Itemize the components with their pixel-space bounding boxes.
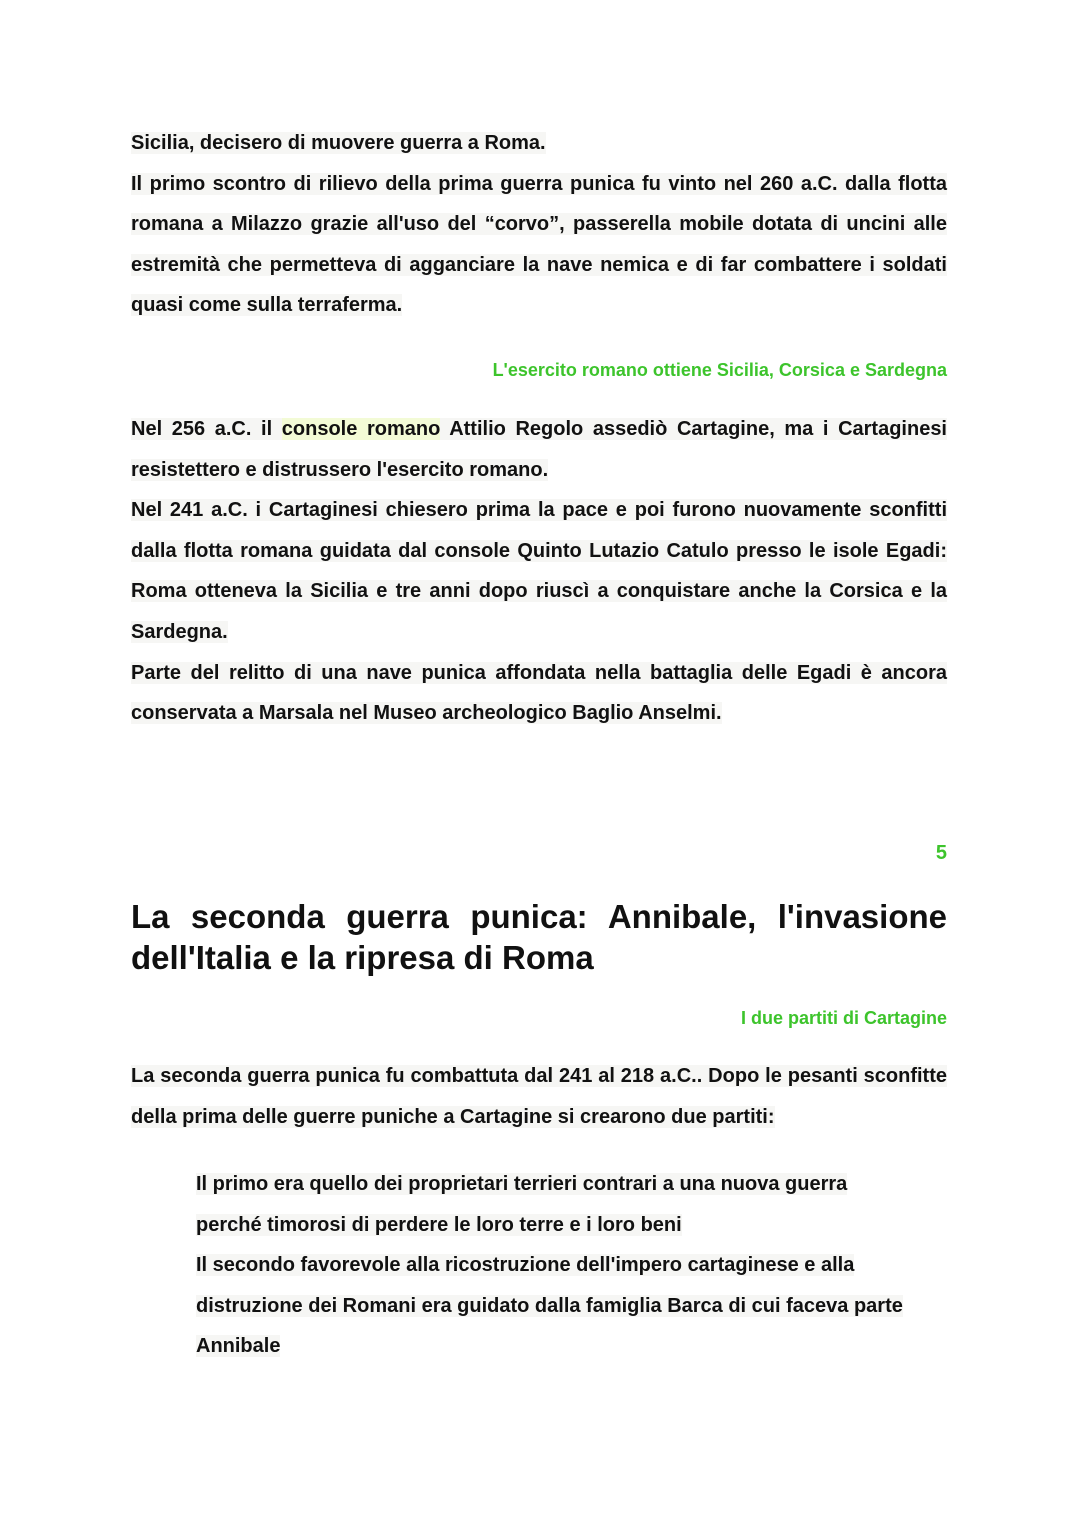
text: Nel 256 a.C. il [131, 418, 282, 440]
paragraph-text: Il primo scontro di rilievo della prima guerra punica fu vinto nel 260 a.C. dalla flotta romana a Milazzo grazie all'uso del “corvo”, passerella mobile dotata di uncini alle estremità che permetteva di agganciare la nave nemica e di far combattere i soldati quasi come sulla terraferma. [131, 172, 947, 317]
paragraph-text: Sicilia, decisero di muovere guerra a Roma. [131, 132, 546, 154]
paragraph-text: Nel 241 a.C. i Cartaginesi chiesero prima la pace e poi furono nuovamente sconfitti dalla flotta romana guidata dal console Quinto Lutazio Catulo presso le isole Egadi: Roma otteneva la Sicilia e tre anni dopo riuscì a conquistare anche la Corsica e la Sardegna. [131, 499, 947, 643]
list-item-text: Il primo era quello dei proprietari terrieri contrari a una nuova guerra perché timorosi di perdere le loro terre e i loro beni [196, 1173, 848, 1236]
intro-text [131, 123, 947, 326]
page-number: 5 [935, 842, 947, 864]
highlighted-text: console romano [281, 418, 441, 440]
paragraph [131, 164, 947, 326]
paragraph [131, 1056, 947, 1137]
paragraph [131, 409, 947, 490]
subheading-sicilia: L'esercito romano ottiene Sicilia, Corsica e Sardegna [492, 360, 947, 380]
paragraph-text: La seconda guerra punica fu combattuta dal 241 al 218 a.C.. Dopo le pesanti sconfitte della prima delle guerre puniche a Cartagine si crearono due partiti: [131, 1065, 947, 1128]
paragraph [131, 123, 947, 164]
section-heading: La seconda guerra punica: Annibale, l'invasione dell'Italia e la ripresa di Roma [131, 898, 947, 976]
paragraph [131, 653, 947, 734]
list-item [165, 1164, 910, 1245]
text: Attilio Regolo assediò Cartagine, ma i Cartaginesi resistettero e distrussero l'esercito romano. [131, 418, 947, 481]
paragraph-text: Parte del relitto di una nave punica affondata nella battaglia delle Egadi è ancora conservata a Marsala nel Museo archeologico Baglio Anselmi. [131, 661, 947, 725]
section-text [131, 409, 947, 734]
list-item-text: Il secondo favorevole alla ricostruzione dell'impero cartaginese e alla distruzione dei Romani era guidato dalla famiglia Barca di cui faceva parte Annibale [196, 1254, 903, 1358]
paragraph [131, 490, 947, 652]
party-list [165, 1164, 910, 1367]
subheading-partiti: I due partiti di Cartagine [740, 1008, 947, 1028]
list-item [165, 1245, 910, 1367]
section-text [131, 1056, 947, 1137]
